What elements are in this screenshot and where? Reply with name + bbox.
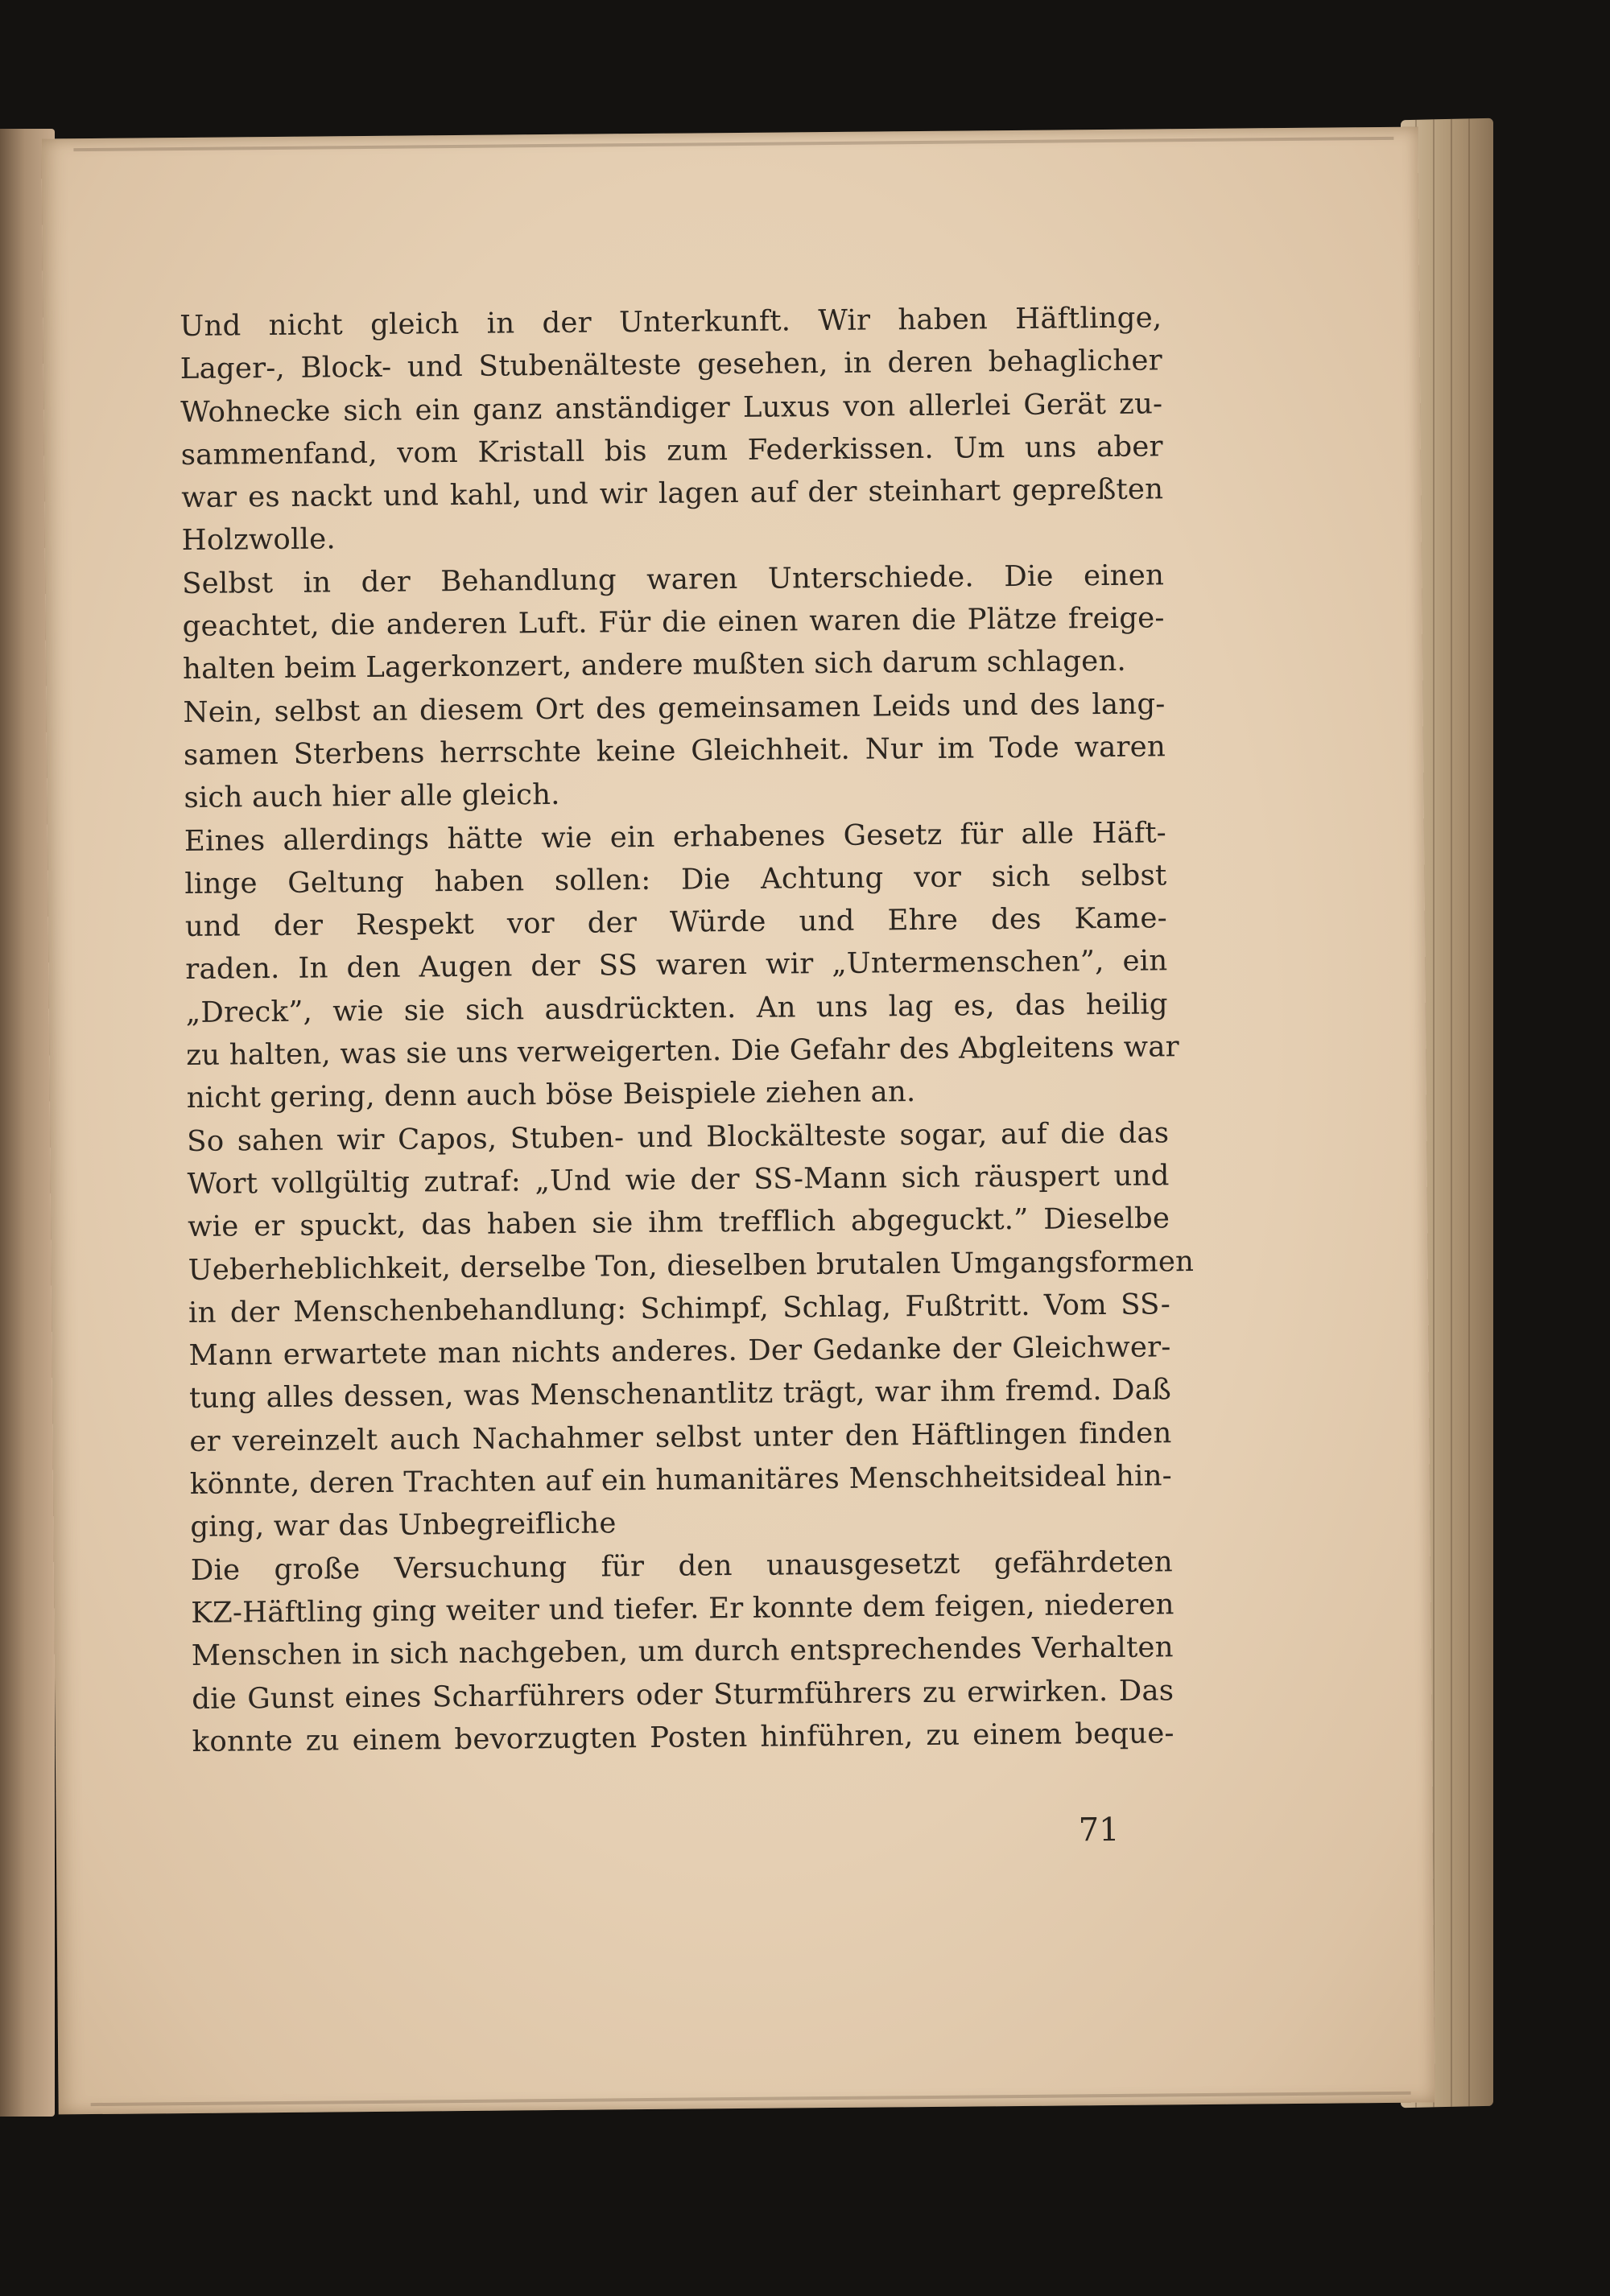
text-line: könnte, deren Trachten auf ein humanitäres Menschheitsideal hin- [189, 1459, 1173, 1501]
page-top-edge [73, 137, 1393, 151]
text-line: KZ-Häftling ging weiter und tiefer. Er konnte dem feigen, niederen [191, 1588, 1174, 1630]
text-line: Holzwolle. [181, 522, 336, 558]
text-line: Mann erwartete man nichts anderes. Der Gedanke der Gleichwer- [188, 1330, 1171, 1373]
text-line: Menschen in sich nachgeben, um durch entsprechendes Verhalten [191, 1630, 1174, 1673]
page-number: 71 [1078, 1811, 1120, 1849]
text-line: tung alles dessen, was Menschenantlitz trägt, war ihm fremd. Daß [188, 1373, 1172, 1416]
text-line: und der Respekt vor der Würde und Ehre des Kame- [184, 901, 1168, 944]
text-line: linge Geltung haben sollen: Die Achtung vor sich selbst [184, 859, 1167, 901]
text-line: samen Sterbens herrschte keine Gleichheit. Nur im Tode waren [183, 730, 1166, 772]
text-line: raden. In den Augen der SS waren wir „Untermenschen”, ein [185, 944, 1168, 987]
text-line: ging, war das Unbegreifliche [190, 1507, 617, 1544]
text-line: war es nackt und kahl, und wir lagen auf der steinhart gepreßten [181, 472, 1164, 515]
page-bottom-edge [91, 2092, 1411, 2106]
text-line: konnte zu einem bevorzugten Posten hinführen, zu einem beque- [192, 1717, 1174, 1758]
text-line: Selbst in der Behandlung waren Unterschiede. Die einen [181, 559, 1165, 600]
text-line: in der Menschenbehandlung: Schimpf, Schlag, Fußtritt. Vom SS- [188, 1288, 1171, 1329]
text-line: So sahen wir Capos, Stuben- und Blockälteste sogar, auf die das [187, 1115, 1170, 1158]
text-line: Lager-, Block- und Stubenälteste gesehen, in deren behaglicher [180, 344, 1162, 386]
text-line: sammenfand, vom Kristall bis zum Federkissen. Um uns aber [180, 430, 1163, 472]
text-line: Nein, selbst an diesem Ort des gemeinsamen Leids und des lang- [183, 687, 1166, 729]
body-text [180, 296, 1195, 1763]
text-line: zu halten, was sie uns verweigerten. Die Gefahr des Abgleitens war [186, 1030, 1179, 1073]
text-line: Eines allerdings hätte wie ein erhabenes Gesetz für alle Häft- [184, 815, 1167, 858]
text-line: wie er spuckt, das haben sie ihm trefflich abgeguckt.” Dieselbe [187, 1202, 1170, 1244]
text-line: Wohnecke sich ein ganz anständiger Luxus von allerlei Gerät zu- [180, 386, 1163, 429]
text-line: halten beim Lagerkonzert, andere mußten sich darum schlagen. [182, 645, 1127, 686]
text-line: Die große Versuchung für den unausgesetzt gefährdeten [190, 1544, 1173, 1587]
text-line: die Gunst eines Scharführers oder Sturmführers zu erwirken. Das [192, 1673, 1174, 1716]
text-line: er vereinzelt auch Nachahmer selbst unter den Häftlingen finden [189, 1416, 1172, 1458]
text-line: geachtet, die anderen Luft. Für die einen waren die Plätze freige- [182, 601, 1165, 644]
text-line: nicht gering, denn auch böse Beispiele ziehen an. [186, 1075, 916, 1115]
text-line: Ueberheblichkeit, derselbe Ton, dieselben brutalen Umgangsformen [188, 1244, 1195, 1287]
text-line: Wort vollgültig zutraf: „Und wie der SS-Mann sich räuspert und [187, 1159, 1170, 1201]
book-page [41, 127, 1435, 2115]
text-line: Und nicht gleich in der Unterkunft. Wir haben Häftlinge, [180, 301, 1162, 344]
text-line: sich auch hier alle gleich. [184, 778, 560, 815]
text-line: „Dreck”, wie sie sich ausdrückten. An uns lag es, das heilig [185, 987, 1168, 1029]
